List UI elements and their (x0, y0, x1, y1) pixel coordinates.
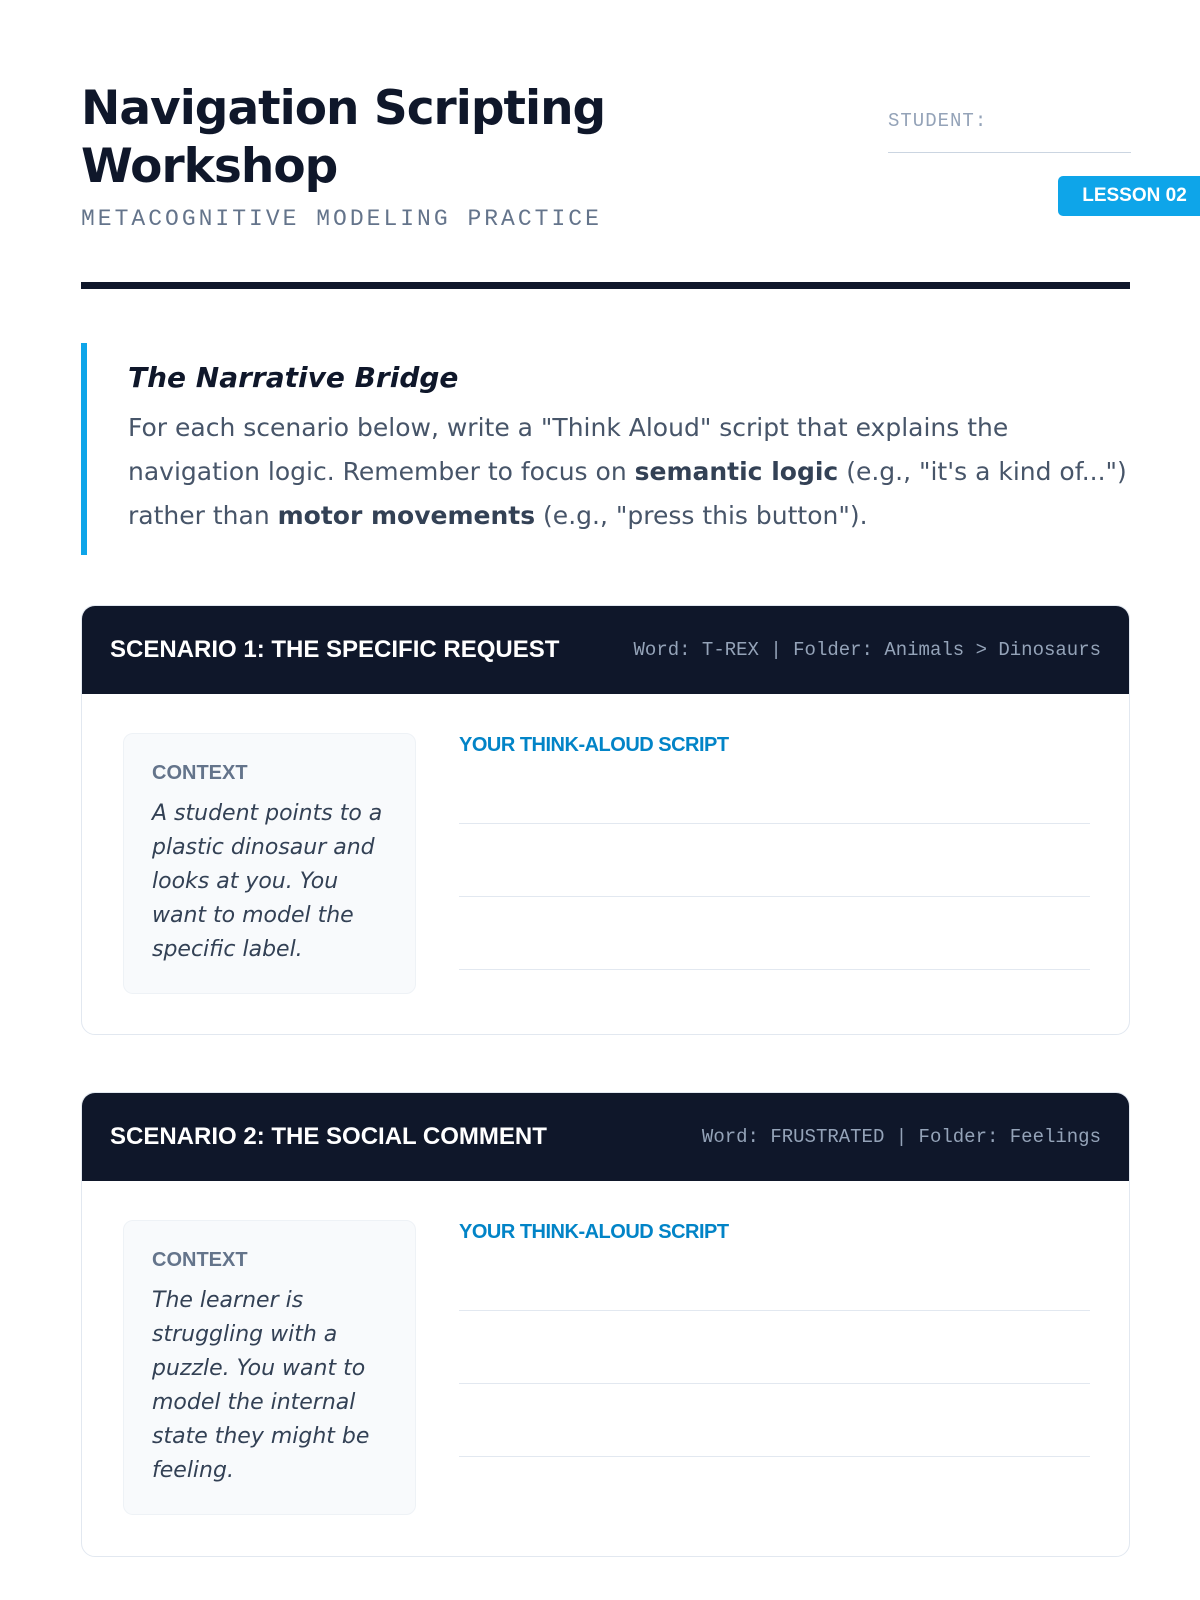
script-label: YOUR THINK-ALOUD SCRIPT (459, 734, 729, 756)
worksheet-header (81, 80, 1187, 232)
script-line[interactable] (459, 969, 1090, 970)
bridge-text-part2: (e.g., "it's a kind of...") rather than (128, 457, 1127, 530)
header-divider (81, 282, 1130, 289)
bridge-bold-semantic-logic: semantic logic (634, 457, 839, 486)
bridge-text-part1: For each scenario below, write a "Think Aloud" script that explains the navigation logic. Remember to focus on (128, 413, 1009, 486)
script-line[interactable] (459, 1383, 1090, 1384)
bridge-text-part3: (e.g., "press this button"). (535, 501, 868, 530)
bridge-instructions (128, 406, 1138, 538)
scenario-header (82, 1093, 1129, 1181)
bridge-bold-motor-movements: motor movements (277, 501, 536, 530)
scenario-title: SCENARIO 1: THE SPECIFIC REQUEST (110, 636, 560, 663)
lesson-badge: LESSON 02 (1058, 176, 1200, 216)
context-box (123, 1220, 416, 1515)
script-line[interactable] (459, 1310, 1090, 1311)
scenario-card-2 (81, 1092, 1130, 1557)
student-label: STUDENT: (888, 110, 988, 132)
script-line[interactable] (459, 1456, 1090, 1457)
script-label: YOUR THINK-ALOUD SCRIPT (459, 1221, 729, 1243)
context-text: The learner is struggling with a puzzle. You want to model the internal state they might be feeling. (152, 1288, 370, 1483)
scenario-meta: Word: FRUSTRATED | Folder: Feelings (701, 1126, 1101, 1148)
context-text: A student points to a plastic dinosaur and looks at you. You want to model the specific label. (152, 801, 383, 962)
script-line[interactable] (459, 823, 1090, 824)
scenario-card-1 (81, 605, 1130, 1035)
context-label: CONTEXT (152, 1249, 248, 1271)
scenario-header (82, 606, 1129, 694)
student-name-line[interactable] (888, 152, 1131, 153)
bridge-title: The Narrative Bridge (128, 361, 459, 394)
narrative-bridge-callout (81, 343, 1130, 555)
student-field[interactable] (888, 110, 1131, 153)
page-title: Navigation Scripting Workshop (81, 81, 606, 194)
context-label: CONTEXT (152, 762, 248, 784)
script-line[interactable] (459, 896, 1090, 897)
page-subtitle: METACOGNITIVE MODELING PRACTICE (81, 206, 602, 232)
scenario-meta: Word: T-REX | Folder: Animals > Dinosaurs (633, 639, 1101, 661)
context-box (123, 733, 416, 994)
scenario-title: SCENARIO 2: THE SOCIAL COMMENT (110, 1123, 547, 1150)
